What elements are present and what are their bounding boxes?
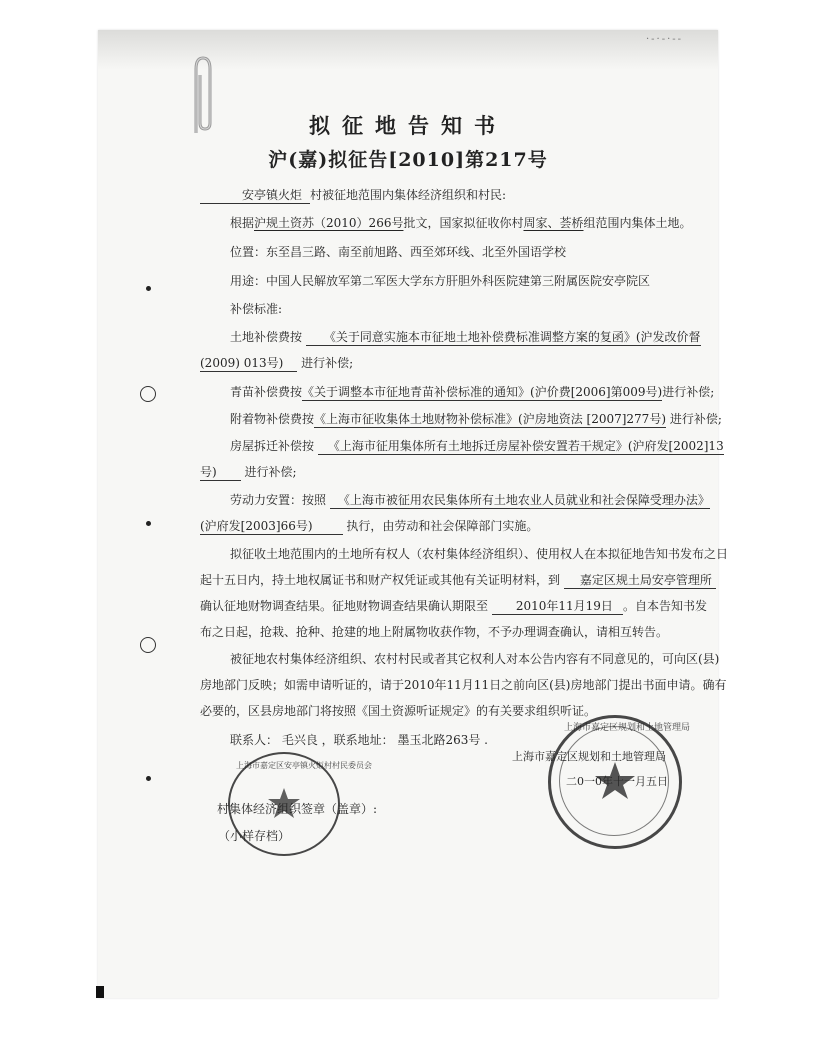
document-number: 沪(嘉)拟征告[2010]第217号 (268, 149, 548, 171)
addressee-rest: 村被征地范围内集体经济组织和村民: (310, 188, 507, 202)
attach-comp-line (230, 410, 722, 428)
para1-line2-text: 起十五日内，持土地权属证书和财产权凭证或其他有关证明材料，到 (200, 573, 561, 587)
purpose-line: 用途：中国人民解放军第二军医大学东方肝胆外科医院建第三附属医院安亭院区 (230, 274, 651, 288)
document-title: 拟征地告知书 (309, 113, 507, 138)
house-end: 进行补偿; (244, 465, 297, 479)
attach-label: 附着物补偿费按 (230, 412, 315, 426)
house-ref: 《上海市征用集体所有土地拆迁房屋补偿安置若干规定》(沪府发[2002]13 (318, 437, 724, 455)
labor-ref: 《上海市被征用农民集体所有土地农业人员就业和社会保障受理办法》 (330, 491, 710, 509)
land-ref-cont: (2009) 013号) (200, 354, 297, 372)
punch-hole (140, 386, 156, 402)
addressee-name: 安亭镇火炬 (200, 186, 310, 204)
para2-line3: 必要的，区县房地部门将按照《国土资源听证规定》的有关要求组织听证。 (200, 704, 597, 718)
basis-ref: 沪规土资苏（2010）266号 (254, 216, 404, 230)
para1-line3-text: 确认征地财物调查结果。征地财物调查结果确认期限至 (200, 599, 489, 613)
attach-end: 进行补偿; (669, 412, 722, 426)
labor-end: 执行，由劳动和社会保障部门实施。 (346, 519, 539, 533)
village-stamp-label: 上海市嘉定区安亭镇火炬村村民委员会 (236, 761, 372, 770)
land-end: 进行补偿; (301, 356, 354, 370)
land-comp-line-2 (200, 354, 353, 372)
house-comp-line (230, 437, 724, 455)
margin-dot (146, 286, 151, 291)
basis-area: 周家、荟桥 (523, 216, 584, 230)
para1-deadline: 2010年11月19日 (492, 597, 623, 615)
para1-line4: 布之日起，抢栽、抢种、抢建的地上附属物收获作物，不予办理调查确认，请相互转告。 (200, 625, 669, 639)
labor-label: 劳动力安置：按照 (230, 493, 327, 507)
labor-ref-cont: (沪府发[2003]66号) (200, 517, 343, 535)
crop-comp-line (230, 383, 714, 401)
basis-prefix: 根据 (230, 216, 255, 230)
crop-label: 青苗补偿费按 (230, 385, 303, 399)
labor-line (230, 491, 710, 509)
house-label: 房屋拆迁补偿按 (230, 439, 315, 453)
para2-line2: 房地部门反映；如需申请听证的，请于2010年11月11日之前向区(县)房地部门提出书面申请。确有 (200, 678, 727, 692)
para1-line3-end: 。自本告知书发 (622, 599, 707, 613)
crop-ref: 《关于调整本市征地青苗补偿标准的通知》(沪价费[2006]第009号) (302, 385, 663, 399)
issuer-stamp-label: 上海市嘉定区规划和土地管理局 (564, 723, 691, 733)
basis-line (230, 214, 692, 231)
land-label: 土地补偿费按 (230, 330, 303, 344)
para1-office: 嘉定区规土局安亭管理所 (564, 571, 716, 589)
house-ref-cont: 号) (200, 463, 241, 481)
addressee-line (200, 186, 506, 204)
basis-mid: 批文，国家拟征收你村 (403, 216, 524, 230)
issuer-name: 上海市嘉定区规划和土地管理局 (512, 750, 666, 763)
document-paper (98, 30, 718, 998)
compensation-title: 补偿标准: (230, 302, 283, 316)
para1-line2 (200, 571, 716, 589)
para2-line1: 被征地农村集体经济组织、农村村民或者其它权利人对本公告内容有不同意见的，可向区(县) (230, 652, 720, 666)
issue-date: 二0一0年十一月五日 (566, 775, 668, 788)
para1-line1: 拟征收土地范围内的土地所有权人（农村集体经济组织）、使用权人在本拟征地告知书发布之日 (230, 547, 729, 561)
land-ref: 《关于同意实施本市征地土地补偿费标准调整方案的复函》(沪发改价督 (306, 328, 701, 346)
margin-dot (146, 776, 151, 781)
scan-corner-mark (96, 986, 104, 998)
contact-line: 联系人： 毛兴良 ，联系地址： 墨玉北路263号 . (230, 733, 488, 747)
location-line: 位置：东至昌三路、南至前旭路、西至郊环线、北至外国语学校 (230, 245, 567, 259)
top-scribble: ·-·-·-- (646, 34, 684, 45)
basis-suffix: 组范围内集体土地。 (583, 216, 692, 230)
village-sign-note: （小样存档） (218, 829, 291, 843)
crop-end: 进行补偿; (662, 385, 715, 399)
house-comp-line-2 (200, 463, 297, 481)
attach-ref: 《上海市征收集体土地财物补偿标准》(沪房地资法 [2007]277号) (314, 412, 667, 426)
village-sign-line: 村集体经济组织签章（盖章）: (217, 802, 378, 816)
land-comp-line (230, 328, 701, 346)
labor-line-2 (200, 517, 538, 535)
para1-line3 (200, 597, 707, 615)
margin-dot (146, 521, 151, 526)
punch-hole (140, 637, 156, 653)
